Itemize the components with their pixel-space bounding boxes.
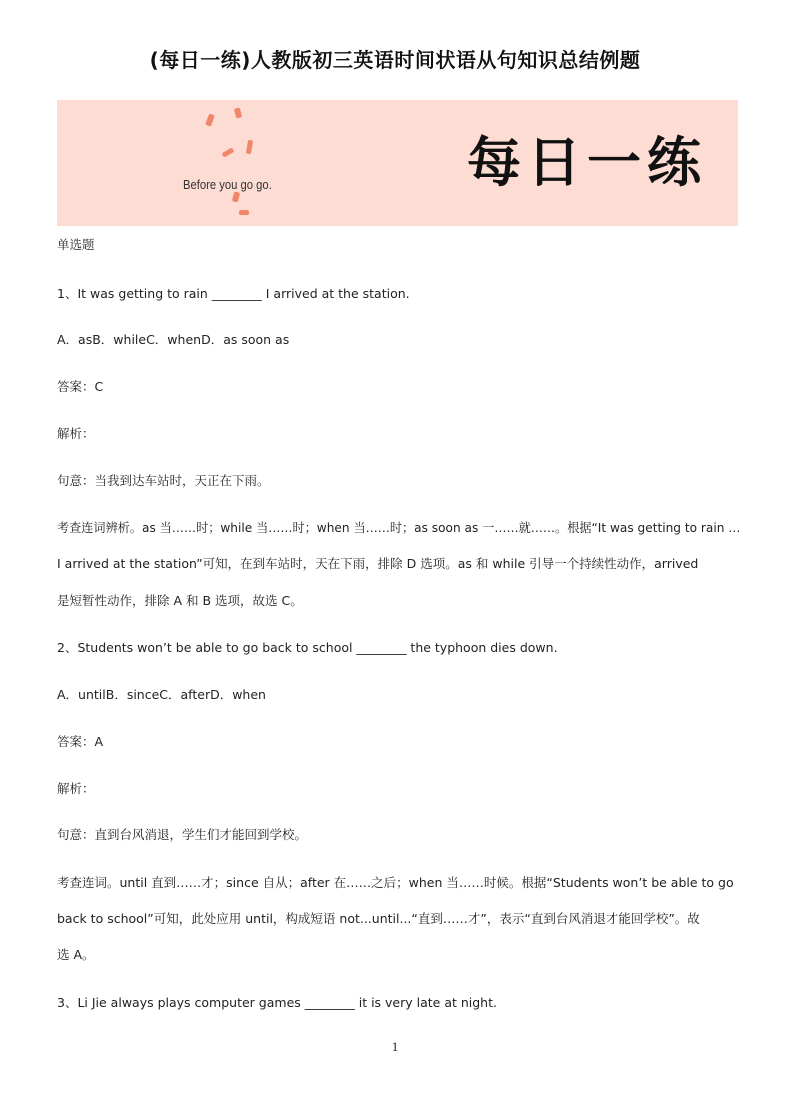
decorative-dash (246, 140, 253, 155)
decorative-dash (205, 113, 215, 126)
question-1: 1、It was getting to rain ________ I arrived at the station. (57, 286, 410, 301)
question-2-explanation-line: back to school”可知，此处应用 until，构成短语 not...until...“直到……才”，表示“直到台风消退才能回学校”。故 (57, 911, 700, 926)
document-title: (每日一练)人教版初三英语时间状语从句知识总结例题 (149, 48, 641, 72)
question-3: 3、Li Jie always plays computer games ________ it is very late at night. (57, 995, 497, 1010)
question-2-meaning: 句意：直到台风消退，学生们才能回到学校。 (57, 827, 308, 842)
question-2-explanation-line: 考查连词。until 直到……才；since 自从；after 在……之后；when 当……时候。根据“Students won’t be able to go (57, 875, 734, 890)
question-2-explanation-line: 选 A。 (57, 947, 95, 962)
daily-practice-banner (57, 100, 738, 226)
decorative-dash (232, 191, 240, 202)
question-2-answer: 答案：A (57, 734, 104, 749)
question-2-analysis-label: 解析： (57, 781, 95, 796)
question-1-analysis-label: 解析： (57, 426, 95, 441)
question-2-options: A．untilB．sinceC．afterD．when (57, 687, 266, 702)
question-1-options: A．asB．whileC．whenD．as soon as (57, 332, 290, 347)
decorative-dash (234, 107, 242, 118)
question-1-answer: 答案：C (57, 379, 104, 394)
banner-calligraphy: 每日一练 (467, 131, 707, 194)
question-1-explanation-line: 是短暂性动作，排除 A 和 B 选项，故选 C。 (57, 593, 303, 608)
section-heading: 单选题 (57, 237, 95, 252)
question-2: 2、Students won’t be able to go back to school ________ the typhoon dies down. (57, 640, 558, 655)
question-1-explanation-line: 考查连词辨析。as 当……时；while 当……时；when 当……时；as soon as 一……就……。根据“It was getting to rain … (57, 520, 741, 535)
banner-caption: Before you go go. (183, 178, 272, 192)
question-1-explanation-line: I arrived at the station”可知，在到车站时，天在下雨，排除 D 选项。as 和 while 引导一个持续性动作，arrived (57, 556, 699, 571)
question-1-meaning: 句意：当我到达车站时，天正在下雨。 (57, 473, 270, 488)
decorative-dash (239, 210, 249, 215)
decorative-dash (222, 147, 235, 157)
page-number: 1 (391, 1039, 399, 1054)
